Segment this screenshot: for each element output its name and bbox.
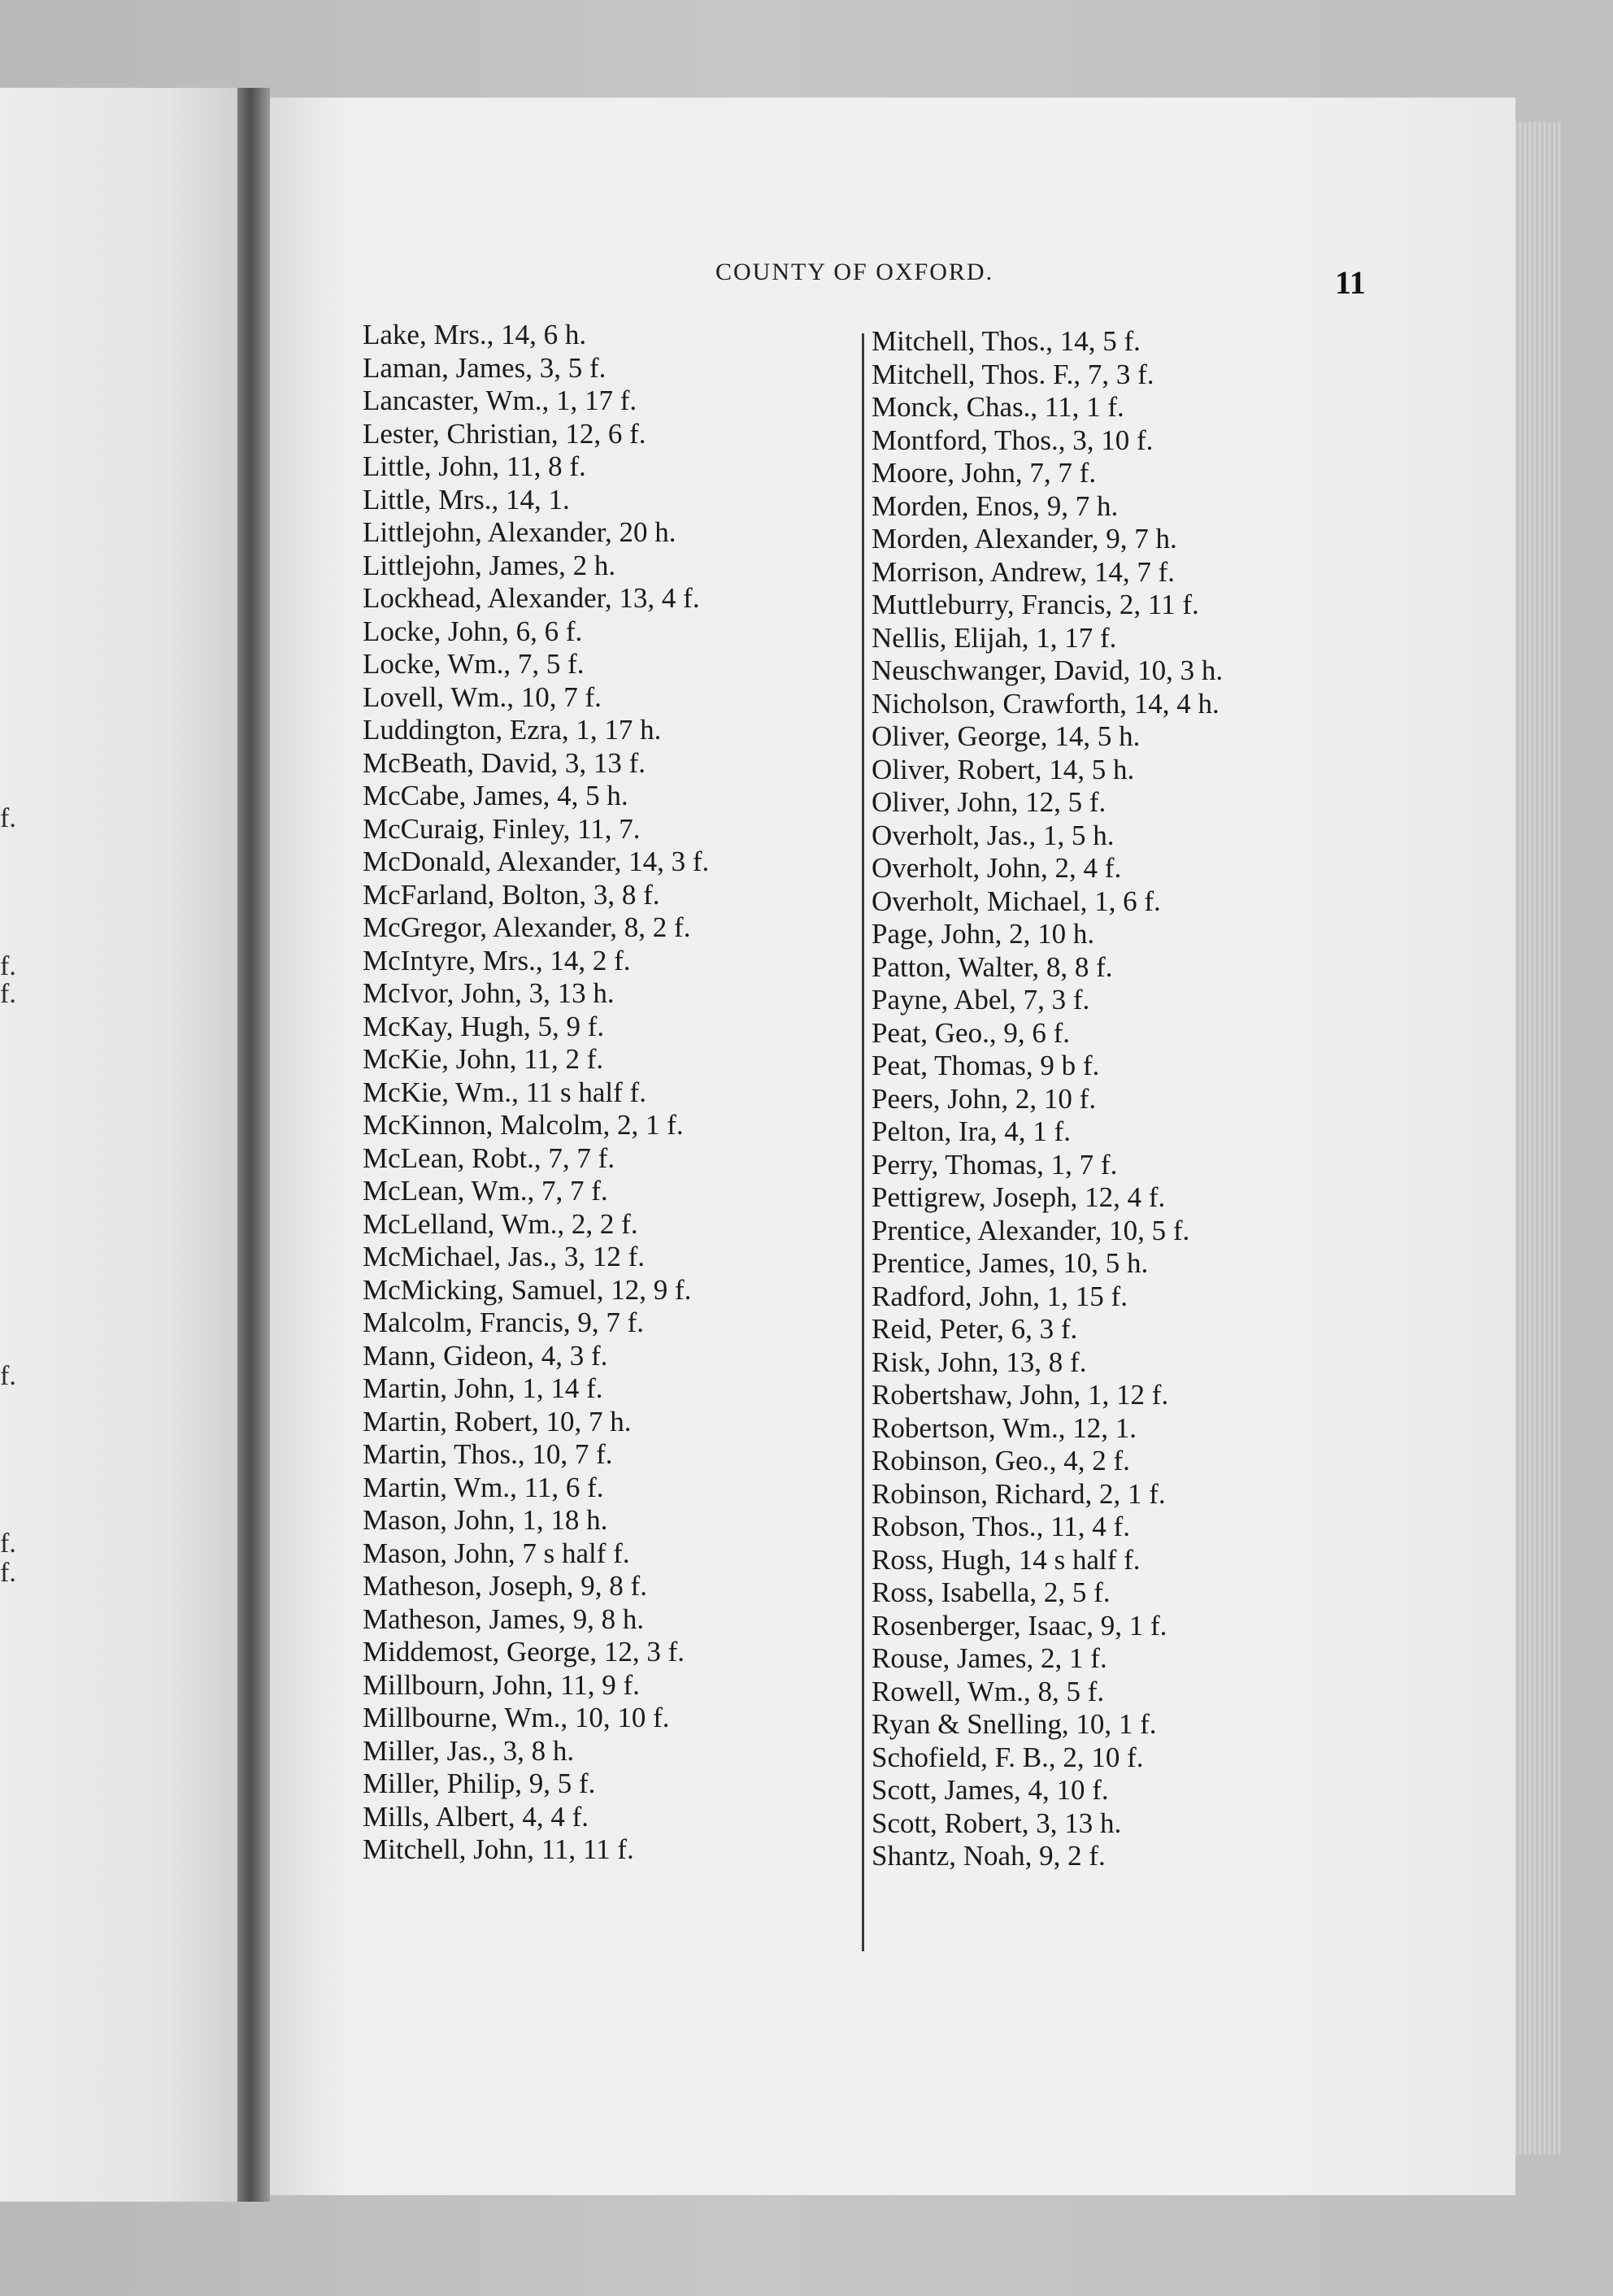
directory-entry: Scott, Robert, 3, 13 h. bbox=[872, 1807, 1122, 1839]
directory-entry: Miller, Jas., 3, 8 h. bbox=[363, 1734, 575, 1767]
directory-entry: Robinson, Richard, 2, 1 f. bbox=[872, 1477, 1166, 1510]
directory-column-left bbox=[363, 319, 709, 1867]
directory-entry: Radford, John, 1, 15 f. bbox=[872, 1280, 1128, 1312]
directory-entry: Schofield, F. B., 2, 10 f. bbox=[872, 1741, 1144, 1773]
directory-entry: McCuraig, Finley, 11, 7. bbox=[363, 812, 641, 845]
directory-entry: Prentice, James, 10, 5 h. bbox=[872, 1247, 1149, 1279]
page-header-title: COUNTY OF OXFORD. bbox=[715, 259, 994, 285]
directory-entry: Lockhead, Alexander, 13, 4 f. bbox=[363, 582, 700, 614]
directory-entry: Mann, Gideon, 4, 3 f. bbox=[363, 1339, 608, 1372]
directory-entry: McDonald, Alexander, 14, 3 f. bbox=[363, 846, 710, 877]
directory-entry: Ross, Hugh, 14 s half f. bbox=[872, 1543, 1141, 1576]
directory-entry: Rosenberger, Isaac, 9, 1 f. bbox=[872, 1609, 1167, 1642]
directory-entry: Robson, Thos., 11, 4 f. bbox=[872, 1511, 1130, 1542]
left-page-fragment: f. bbox=[0, 951, 16, 981]
directory-entry: Mitchell, John, 11, 11 f. bbox=[363, 1833, 634, 1865]
directory-entry: Lake, Mrs., 14, 6 h. bbox=[363, 319, 587, 350]
directory-entry: Peers, John, 2, 10 f. bbox=[872, 1082, 1097, 1115]
directory-entry: Millbourne, Wm., 10, 10 f. bbox=[363, 1702, 670, 1733]
directory-entry: Robertshaw, John, 1, 12 f. bbox=[872, 1379, 1169, 1411]
directory-entry: Ross, Isabella, 2, 5 f. bbox=[872, 1576, 1111, 1608]
directory-entry: Prentice, Alexander, 10, 5 f. bbox=[872, 1214, 1190, 1246]
directory-entry: McCabe, James, 4, 5 h. bbox=[363, 780, 628, 811]
directory-column-right bbox=[872, 325, 1223, 1873]
directory-entry: Matheson, Joseph, 9, 8 f. bbox=[363, 1570, 647, 1602]
directory-entry: Middemost, George, 12, 3 f. bbox=[363, 1636, 685, 1668]
page-edge-stack bbox=[1515, 122, 1561, 2155]
directory-entry: Morden, Enos, 9, 7 h. bbox=[872, 489, 1119, 522]
directory-entry: Luddington, Ezra, 1, 17 h. bbox=[363, 714, 662, 746]
directory-entry: McLean, Robt., 7, 7 f. bbox=[363, 1141, 615, 1174]
directory-entry: McKie, Wm., 11 s half f. bbox=[363, 1076, 646, 1108]
directory-entry: Peat, Geo., 9, 6 f. bbox=[872, 1016, 1070, 1049]
left-page-fragment: f. bbox=[0, 803, 16, 833]
directory-entry: Martin, John, 1, 14 f. bbox=[363, 1372, 603, 1404]
directory-entry: McBeath, David, 3, 13 f. bbox=[363, 746, 646, 779]
directory-entry: Oliver, John, 12, 5 f. bbox=[872, 786, 1106, 818]
directory-entry: McKie, John, 11, 2 f. bbox=[363, 1043, 604, 1075]
directory-entry: Ryan & Snelling, 10, 1 f. bbox=[872, 1708, 1157, 1740]
directory-entry: Patton, Walter, 8, 8 f. bbox=[872, 950, 1113, 983]
page-number: 11 bbox=[1335, 264, 1366, 301]
directory-entry: Oliver, George, 14, 5 h. bbox=[872, 720, 1141, 752]
directory-entry: Muttleburry, Francis, 2, 11 f. bbox=[872, 589, 1199, 620]
left-page-edge bbox=[0, 88, 241, 2202]
directory-entry: Martin, Robert, 10, 7 h. bbox=[363, 1405, 632, 1437]
directory-entry: Pelton, Ira, 4, 1 f. bbox=[872, 1115, 1071, 1147]
directory-entry: McIntyre, Mrs., 14, 2 f. bbox=[363, 944, 631, 976]
directory-entry: Mitchell, Thos., 14, 5 f. bbox=[872, 325, 1141, 357]
directory-entry: Reid, Peter, 6, 3 f. bbox=[872, 1313, 1078, 1345]
directory-entry: McKay, Hugh, 5, 9 f. bbox=[363, 1010, 605, 1042]
left-page-fragment: f. bbox=[0, 1558, 16, 1588]
directory-entry: Littlejohn, Alexander, 20 h. bbox=[363, 516, 676, 548]
directory-entry: Laman, James, 3, 5 f. bbox=[363, 351, 607, 384]
directory-entry: Martin, Wm., 11, 6 f. bbox=[363, 1471, 604, 1503]
directory-entry: Little, Mrs., 14, 1. bbox=[363, 483, 570, 515]
directory-entry: Matheson, James, 9, 8 h. bbox=[363, 1602, 645, 1635]
directory-entry: Rowell, Wm., 8, 5 f. bbox=[872, 1675, 1105, 1707]
directory-entry: Neuschwanger, David, 10, 3 h. bbox=[872, 654, 1224, 686]
directory-entry: McIvor, John, 3, 13 h. bbox=[363, 977, 615, 1009]
directory-entry: Lancaster, Wm., 1, 17 f. bbox=[363, 385, 637, 416]
directory-entry: Nicholson, Crawforth, 14, 4 h. bbox=[872, 687, 1220, 720]
directory-entry: Overholt, Michael, 1, 6 f. bbox=[872, 885, 1161, 917]
directory-entry: Lester, Christian, 12, 6 f. bbox=[363, 417, 646, 450]
directory-entry: Littlejohn, James, 2 h. bbox=[363, 549, 616, 581]
directory-entry: McGregor, Alexander, 8, 2 f. bbox=[363, 911, 691, 943]
directory-entry: Scott, James, 4, 10 f. bbox=[872, 1774, 1109, 1806]
directory-entry: Payne, Abel, 7, 3 f. bbox=[872, 984, 1090, 1015]
directory-entry: Robinson, Geo., 4, 2 f. bbox=[872, 1445, 1130, 1476]
directory-entry: Mills, Albert, 4, 4 f. bbox=[363, 1800, 589, 1833]
directory-entry: McFarland, Bolton, 3, 8 f. bbox=[363, 878, 660, 911]
directory-entry: Oliver, Robert, 14, 5 h. bbox=[872, 753, 1135, 785]
book-gutter bbox=[237, 88, 270, 2202]
directory-entry: Risk, John, 13, 8 f. bbox=[872, 1346, 1087, 1378]
directory-entry: Nellis, Elijah, 1, 17 f. bbox=[872, 621, 1117, 654]
directory-entry: Shantz, Noah, 9, 2 f. bbox=[872, 1840, 1106, 1872]
directory-entry: Lovell, Wm., 10, 7 f. bbox=[363, 681, 602, 713]
directory-entry: Locke, Wm., 7, 5 f. bbox=[363, 648, 585, 680]
directory-entry: Little, John, 11, 8 f. bbox=[363, 450, 586, 482]
left-page-fragment: f. bbox=[0, 1361, 16, 1391]
directory-entry: McMichael, Jas., 3, 12 f. bbox=[363, 1241, 646, 1272]
directory-entry: McLean, Wm., 7, 7 f. bbox=[363, 1175, 608, 1207]
directory-entry: Overholt, John, 2, 4 f. bbox=[872, 852, 1122, 884]
directory-entry: Millbourn, John, 11, 9 f. bbox=[363, 1668, 640, 1701]
directory-entry: Perry, Thomas, 1, 7 f. bbox=[872, 1148, 1118, 1181]
directory-entry: Pettigrew, Joseph, 12, 4 f. bbox=[872, 1181, 1166, 1213]
directory-entry: Mason, John, 1, 18 h. bbox=[363, 1504, 608, 1536]
directory-entry: Malcolm, Francis, 9, 7 f. bbox=[363, 1307, 645, 1338]
directory-entry: Montford, Thos., 3, 10 f. bbox=[872, 424, 1154, 456]
left-page-fragment: f. bbox=[0, 979, 16, 1009]
directory-entry: Moore, John, 7, 7 f. bbox=[872, 457, 1097, 489]
column-divider bbox=[862, 333, 864, 1951]
left-page-fragment: f. bbox=[0, 1528, 16, 1559]
directory-entry: Rouse, James, 2, 1 f. bbox=[872, 1642, 1107, 1674]
directory-entry: Morden, Alexander, 9, 7 h. bbox=[872, 523, 1177, 554]
directory-entry: Mitchell, Thos. F., 7, 3 f. bbox=[872, 358, 1154, 390]
directory-entry: Martin, Thos., 10, 7 f. bbox=[363, 1438, 613, 1470]
directory-entry: Robertson, Wm., 12, 1. bbox=[872, 1411, 1137, 1444]
directory-entry: McKinnon, Malcolm, 2, 1 f. bbox=[363, 1109, 684, 1141]
directory-entry: Peat, Thomas, 9 b f. bbox=[872, 1050, 1100, 1081]
directory-entry: Overholt, Jas., 1, 5 h. bbox=[872, 819, 1115, 851]
directory-entry: McMicking, Samuel, 12, 9 f. bbox=[363, 1273, 692, 1306]
directory-entry: McLelland, Wm., 2, 2 f. bbox=[363, 1207, 638, 1240]
directory-entry: Locke, John, 6, 6 f. bbox=[363, 615, 583, 647]
directory-entry: Miller, Philip, 9, 5 f. bbox=[363, 1768, 596, 1799]
directory-entry: Monck, Chas., 11, 1 f. bbox=[872, 391, 1124, 423]
directory-entry: Mason, John, 7 s half f. bbox=[363, 1537, 630, 1569]
directory-entry: Morrison, Andrew, 14, 7 f. bbox=[872, 555, 1175, 588]
directory-entry: Page, John, 2, 10 h. bbox=[872, 918, 1095, 950]
